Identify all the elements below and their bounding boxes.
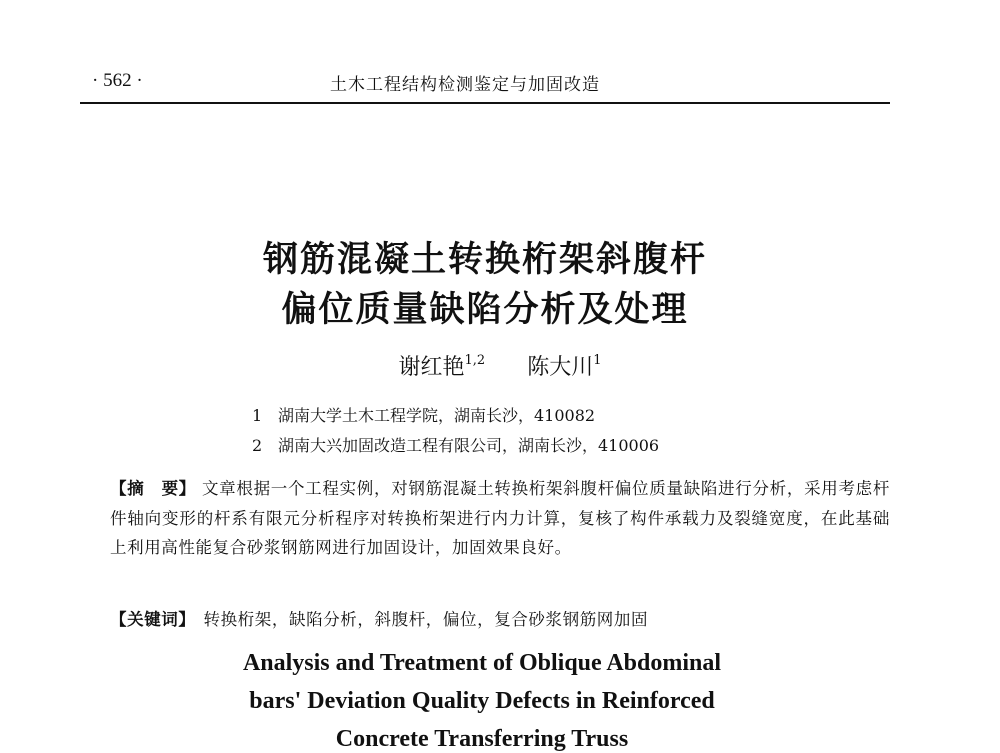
running-header bbox=[80, 68, 890, 104]
affiliation-number: 2 bbox=[252, 436, 263, 455]
chinese-title-line-2: 偏位质量缺陷分析及处理 bbox=[281, 289, 689, 330]
abstract-text: 文章根据一个工程实例，对钢筋混凝土转换桁架斜腹杆偏位质量缺陷进行分析，采用考虑杆件轴向变形的杆系有限元分析程序对转换桁架进行内力计算，复核了构件承载力及裂缝宽度，在此基础上利用高性能复合砂浆钢筋网进行加固设计，加固效果良好。 bbox=[110, 479, 890, 557]
keywords bbox=[110, 606, 890, 630]
author-list bbox=[0, 350, 1000, 381]
affiliation-1 bbox=[252, 403, 595, 426]
author-name: 谢红艳 bbox=[398, 355, 465, 380]
english-title-line-2: bars' Deviation Quality Defects in Reinforced bbox=[249, 688, 715, 714]
author-name: 陈大川 bbox=[527, 355, 594, 380]
english-title-line-3: Concrete Transferring Truss bbox=[335, 726, 629, 752]
page-number: · 562 · bbox=[92, 70, 143, 91]
english-title-line-1: Analysis and Treatment of Oblique Abdominal bbox=[242, 650, 722, 676]
journal-name: 土木工程结构检测鉴定与加固改造 bbox=[330, 75, 600, 95]
affiliation-text: 湖南大学土木工程学院，湖南长沙，410082 bbox=[278, 406, 596, 425]
abstract bbox=[110, 474, 890, 563]
chinese-title-line-1: 钢筋混凝土转换桁架斜腹杆 bbox=[262, 239, 707, 280]
author-affiliation-mark: 1 bbox=[593, 353, 602, 368]
affiliation-text: 湖南大兴加固改造工程有限公司，湖南长沙，410006 bbox=[278, 436, 660, 455]
author-affiliation-mark: 1,2 bbox=[464, 353, 486, 368]
keywords-text: 转换桁架，缺陷分析，斜腹杆，偏位，复合砂浆钢筋网加固 bbox=[203, 610, 649, 629]
abstract-label: 【摘 要】 bbox=[110, 479, 197, 498]
affiliation-number: 1 bbox=[252, 406, 263, 425]
keywords-label: 【关键词】 bbox=[110, 610, 196, 629]
affiliation-2 bbox=[252, 433, 659, 456]
